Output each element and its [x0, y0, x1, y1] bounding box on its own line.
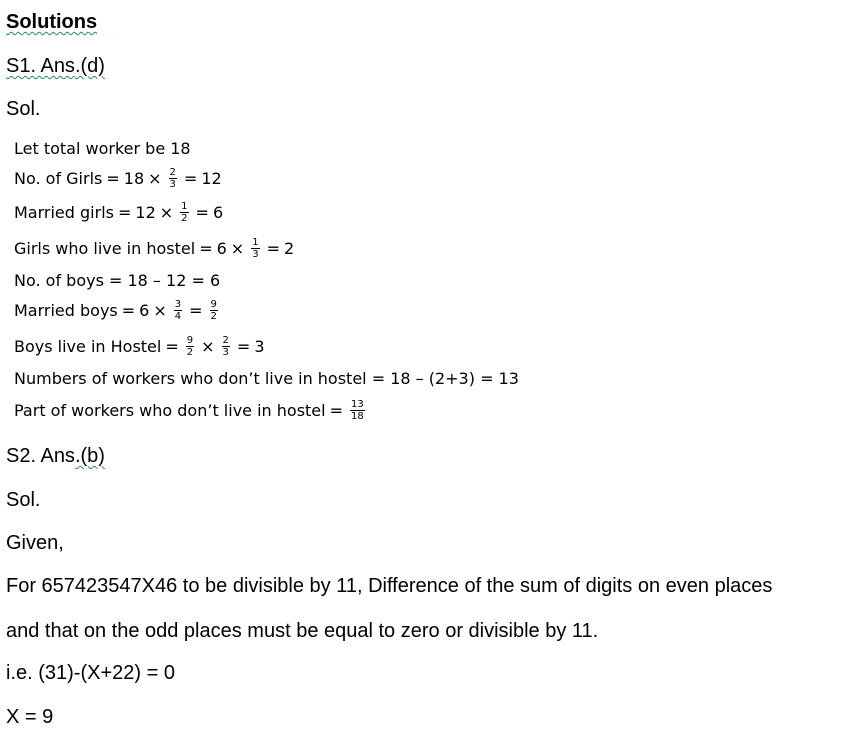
s1-line-9-text: Part of workers who don’t live in hostel [14, 400, 326, 420]
s1-line-2-a: 18 [123, 168, 145, 188]
s1-line-7-times: × [201, 336, 215, 356]
s1-line-6-eq: = [121, 300, 136, 320]
s1-line-7-text: Boys live in Hostel [14, 336, 162, 356]
s1-answer [6, 54, 105, 78]
s1-line-3-result: 6 [212, 202, 224, 222]
s1-line-5: No. of boys = 18 – 12 = 6 [14, 270, 221, 290]
s1-line-3 [14, 192, 223, 232]
s1-line-2-fraction: $\frac{2}{3}$ [169, 166, 176, 190]
s1-line-7-fraction-b: $\frac{2}{3}$ [222, 334, 229, 358]
s1-line-9-eq: = [329, 400, 343, 420]
s1-answer-choice: .(d) [74, 55, 105, 77]
s1-line-4-a: 6 [216, 238, 227, 258]
s1-line-4-eq2: = [266, 238, 280, 258]
s1-line-7-eq: = [165, 336, 179, 356]
s1-line-4-times: × [230, 238, 245, 258]
s1-line-3-a: 12 [135, 202, 156, 222]
s1-sol: Sol. [6, 98, 41, 120]
s2-paragraph-1: For 657423547X46 to be divisible by 11, Difference of the sum of digits on even places [6, 575, 773, 597]
s1-line-6 [14, 290, 221, 330]
s1-line-3-times: × [159, 202, 174, 222]
s2-result: X = 9 [6, 706, 54, 728]
s1-line-4-fraction: $\frac{1}{3}$ [252, 236, 259, 260]
s1-line-2-eq: = [106, 168, 120, 188]
s1-line-7-fraction-a: $\frac{9}{2}$ [186, 334, 194, 358]
s2-equation: i.e. (31)-(X+22) = 0 [6, 662, 175, 684]
s1-line-4-text: Girls who live in hostel [14, 238, 196, 258]
s1-line-4-eq: = [199, 238, 213, 258]
s1-line-9-fraction: $\frac{13}{18}$ [351, 398, 364, 422]
s2-given: Given, [6, 532, 64, 554]
s2-answer-choice: .(b) [74, 445, 105, 467]
s1-line-4-result: 2 [283, 238, 295, 258]
s1-line-2-eq2: = [183, 168, 198, 188]
s2-answer [6, 444, 105, 468]
s1-line-8: Numbers of workers who don’t live in hostel = 18 – (2+3) = 13 [14, 368, 519, 388]
s1-line-3-text: Married girls [14, 202, 114, 222]
s1-line-6-text: Married boys [14, 300, 118, 320]
s1-line-6-a: 6 [139, 300, 150, 320]
s1-line-7-eq2: = [236, 336, 251, 356]
s2-answer-label: S2. Ans [6, 445, 75, 467]
s1-line-9 [14, 390, 368, 430]
s1-line-7-result: 3 [254, 336, 265, 356]
s1-line-3-fraction: $\frac{1}{2}$ [181, 200, 188, 224]
s1-line-3-eq2: = [195, 202, 209, 222]
s1-line-2-text: No. of Girls [14, 168, 103, 188]
heading [6, 10, 97, 34]
s1-line-6-times: × [153, 300, 167, 320]
s2-paragraph-2: and that on the odd places must be equal to zero or divisible by 11. [6, 620, 599, 642]
s1-answer-label: S1. Ans [6, 55, 75, 77]
s2-sol: Sol. [6, 489, 41, 511]
s1-line-3-eq: = [117, 202, 132, 222]
s1-line-6-result-fraction: $\frac{9}{2}$ [210, 298, 217, 322]
heading-text: Solutions [6, 11, 98, 33]
s1-line-1: Let total worker be 18 [14, 138, 191, 158]
s1-line-6-fraction: $\frac{3}{4}$ [174, 298, 182, 322]
s1-line-2-times: × [148, 168, 162, 188]
s1-line-2-result: 12 [201, 168, 222, 188]
s1-line-6-eq2: = [189, 300, 203, 320]
